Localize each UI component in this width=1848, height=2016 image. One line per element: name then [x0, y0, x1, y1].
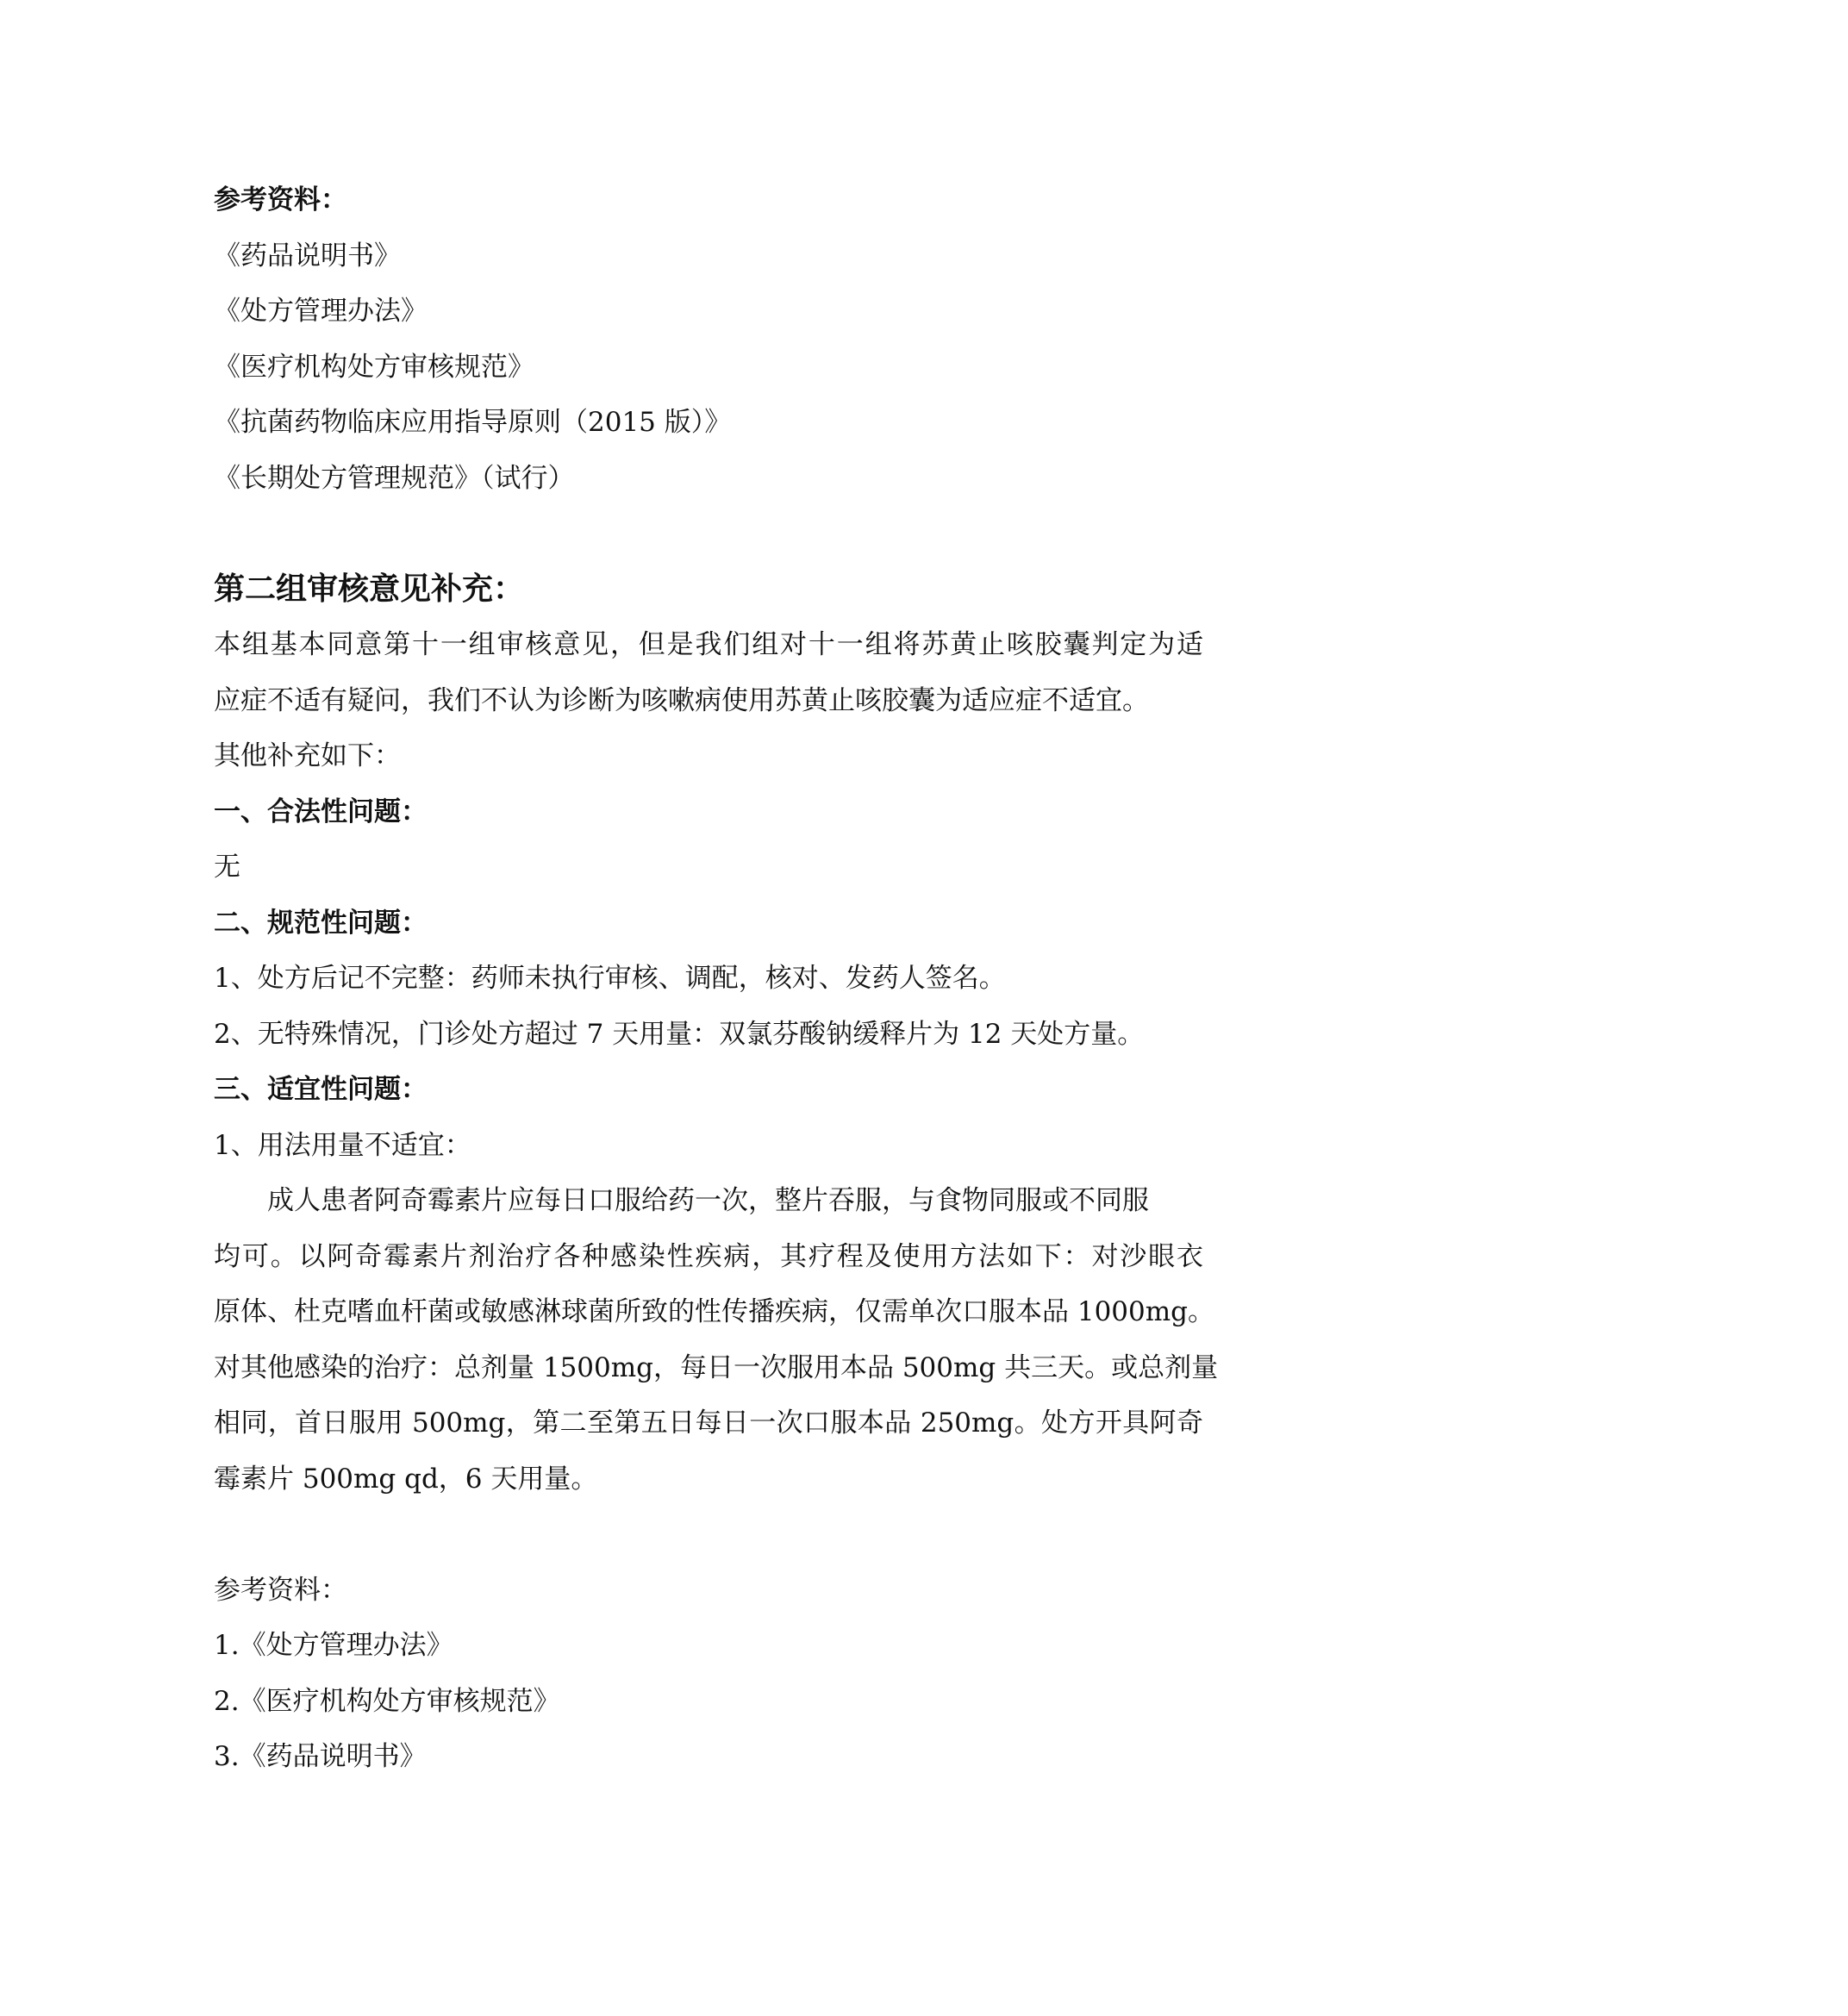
ref1-item: 《药品说明书》 [214, 240, 401, 272]
ref2-item: 3.《药品说明书》 [214, 1741, 427, 1772]
normativity-item: 2、无特殊情况，门诊处方超过 7 天用量：双氯芬酸钠缓释片为 12 天处方量。 [214, 1018, 1145, 1050]
paragraph-line: 均可。以阿奇霉素片剂治疗各种感染性疾病，其疗程及使用方法如下：对沙眼衣 [214, 1240, 1203, 1272]
spacer [214, 506, 1248, 562]
group2-intro [214, 617, 1248, 784]
ref2-item: 1.《处方管理办法》 [214, 1630, 453, 1661]
legality-content: 无 [214, 852, 240, 883]
legality-heading: 一、合法性问题： [214, 796, 428, 827]
paragraph-line: 霉素片 500mg qd，6 天用量。 [214, 1463, 598, 1495]
appropriateness-heading: 三、适宜性问题： [214, 1074, 428, 1105]
ref1-item: 《长期处方管理规范》（试行） [214, 462, 575, 494]
ref2-list [214, 1618, 1248, 1785]
ref1-item: 《抗菌药物临床应用指导原则（2015 版）》 [214, 407, 732, 438]
ref2-heading: 参考资料： [214, 1574, 347, 1606]
ref1-heading: 参考资料： [214, 184, 347, 215]
ref1-item: 《处方管理办法》 [214, 296, 428, 327]
normativity-item: 1、处方后记不完整：药师未执行审核、调配，核对、发药人签名。 [214, 963, 1006, 994]
group2-title: 第二组审核意见补充： [214, 571, 525, 607]
paragraph-line: 原体、杜克嗜血杆菌或敏感淋球菌所致的性传播疾病，仅需单次口服本品 1000mg。 [214, 1296, 1214, 1327]
appropriateness-item: 1、用法用量不适宜： [214, 1129, 471, 1161]
paragraph-line: 相同，首日服用 500mg，第二至第五日每日一次口服本品 250mg。处方开具阿奇 [214, 1407, 1203, 1439]
intro-line: 本组基本同意第十一组审核意见，但是我们组对十一组将苏黄止咳胶囊判定为适 [214, 629, 1203, 660]
ref1-item: 《医疗机构处方审核规范》 [214, 351, 534, 383]
document-content [214, 172, 1248, 1785]
intro-line: 其他补充如下： [214, 740, 401, 771]
paragraph-line: 成人患者阿奇霉素片应每日口服给药一次，整片吞服，与食物同服或不同服 [267, 1185, 1149, 1216]
paragraph-line: 对其他感染的治疗：总剂量 1500mg，每日一次服用本品 500mg 共三天。或总剂量 [214, 1351, 1219, 1383]
ref2-item: 2.《医疗机构处方审核规范》 [214, 1685, 560, 1717]
ref1-list [214, 228, 1248, 507]
normativity-heading: 二、规范性问题： [214, 907, 428, 939]
intro-line: 应症不适有疑问，我们不认为诊断为咳嗽病使用苏黄止咳胶囊为适应症不适宜。 [214, 684, 1149, 716]
spacer [214, 1507, 1248, 1563]
dosage-paragraph [214, 1173, 1248, 1507]
